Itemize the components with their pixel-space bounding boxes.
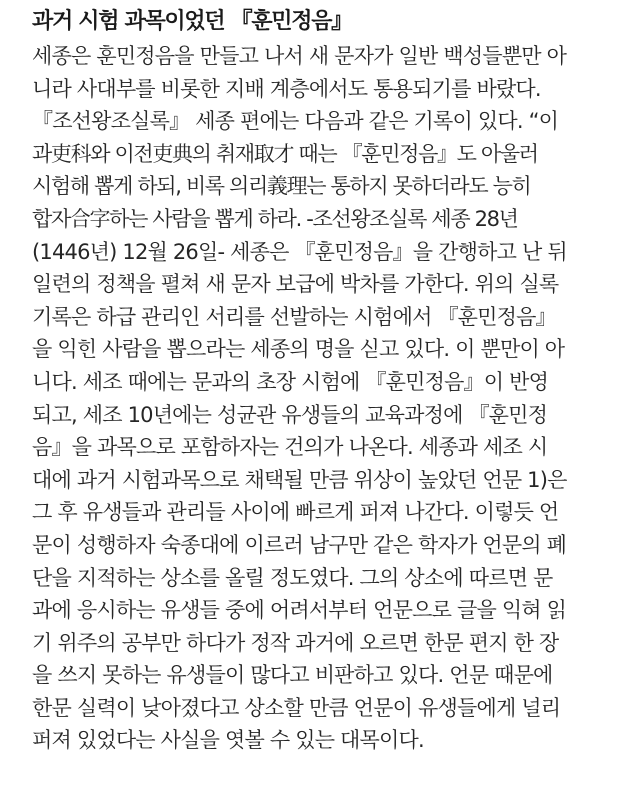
body-line-4: 과吏科와 이전吏典의 취재取才 때는 『훈민정음』도 아울러 (32, 141, 538, 166)
body-line-14: 대에 과거 시험과목으로 채택될 만큼 위상이 높았던 언문 1)은 (32, 467, 567, 492)
body-line-3: 『조선왕조실록』 세종 편에는 다음과 같은 기록이 있다. “이 (32, 109, 559, 134)
body-line-22: 퍼져 있었다는 사실을 엿볼 수 있는 대목이다. (32, 728, 424, 753)
body-line-1: 세종은 훈민정음을 만들고 나서 새 문자가 일반 백성들뿐만 아 (32, 44, 567, 68)
article-body (32, 40, 626, 757)
body-line-9: 기록은 하급 관리인 서리를 선발하는 시험에서 『훈민정음』 (32, 304, 556, 329)
article-title: 과거 시험 과목이었던 『훈민정음』 (32, 9, 352, 34)
body-line-20: 을 쓰지 못하는 유생들이 많다고 비판하고 있다. 언문 때문에 (32, 663, 553, 688)
body-line-8: 일련의 정책을 펼쳐 새 문자 보급에 박차를 가한다. 위의 실록 (32, 272, 559, 297)
body-line-12: 되고, 세조 10년에는 성균관 유생들의 교육과정에 『훈민정 (32, 402, 548, 427)
body-line-7: (1446년) 12월 26일- 세종은 『훈민정음』을 간행하고 난 뒤 (32, 239, 567, 264)
body-line-10: 을 익힌 사람을 뽑으라는 세종의 명을 싣고 있다. 이 뿐만이 아 (32, 337, 565, 362)
body-line-21: 한문 실력이 낮아졌다고 상소할 만큼 언문이 유생들에게 널리 (32, 695, 561, 720)
body-line-6: 합자合字하는 사람을 뽑게 하라. -조선왕조실록 세종 28년 (32, 206, 518, 231)
body-line-2: 니라 사대부를 비롯한 지배 계층에서도 통용되기를 바랐다. (32, 76, 541, 101)
body-line-16: 문이 성행하자 숙종대에 이르러 남구만 같은 학자가 언문의 폐 (32, 532, 567, 557)
body-line-19: 기 위주의 공부만 하다가 정작 과거에 오르면 한문 편지 한 장 (32, 630, 559, 655)
body-line-15: 그 후 유생들과 관리들 사이에 빠르게 퍼져 나간다. 이렇듯 언 (32, 500, 559, 525)
body-line-13: 음』을 과목으로 포함하자는 건의가 나온다. 세종과 세조 시 (32, 435, 548, 460)
body-line-17: 단을 지적하는 상소를 올릴 정도였다. 그의 상소에 따르면 문 (32, 565, 553, 590)
body-line-5: 시험해 뽑게 하되, 비록 의리義理는 통하지 못하더라도 능히 (32, 174, 531, 199)
body-line-11: 니다. 세조 때에는 문과의 초장 시험에 『훈민정음』이 반영 (32, 369, 549, 394)
body-line-18: 과에 응시하는 유생들 중에 어려서부터 언문으로 글을 익혀 읽 (32, 598, 567, 623)
